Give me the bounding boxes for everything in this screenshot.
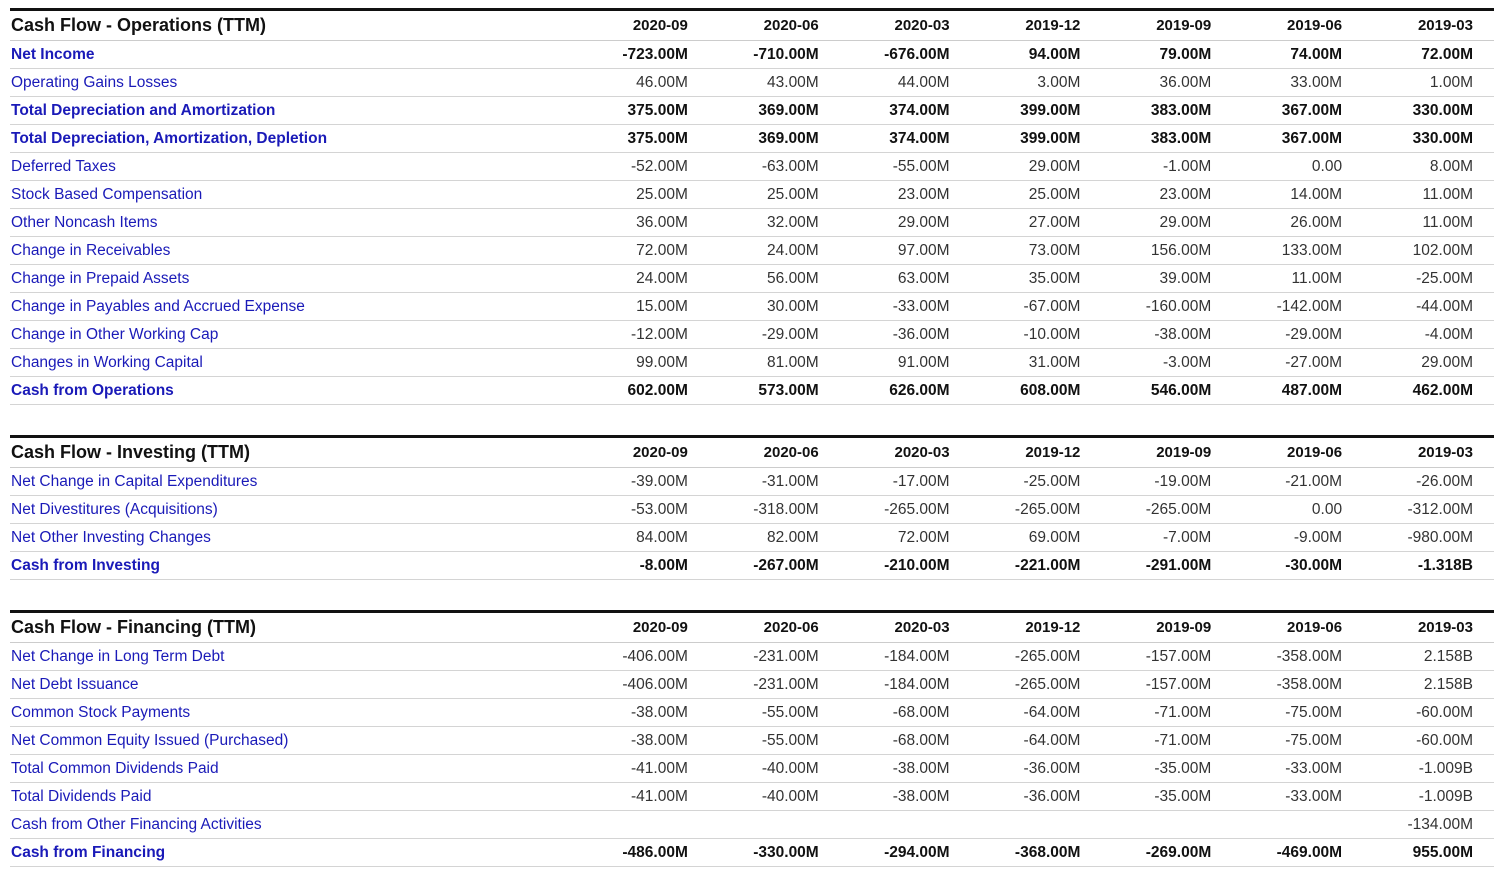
value-cell: -38.00M (631, 731, 688, 749)
period-header: 2019-09 (1156, 619, 1212, 636)
value-cell: -38.00M (631, 703, 688, 721)
value-cell: -358.00M (1276, 675, 1343, 693)
value-cell: -75.00M (1285, 703, 1343, 721)
value-cell: -142.00M (1276, 297, 1343, 315)
value-cell: 43.00M (767, 73, 819, 91)
row-label-link[interactable]: Total Depreciation and Amortization (11, 101, 276, 119)
value-cell: -1.318B (1417, 556, 1473, 574)
value-cell: -269.00M (1145, 843, 1212, 861)
value-cell: 39.00M (1159, 269, 1212, 287)
row-label-link[interactable]: Stock Based Compensation (11, 185, 203, 203)
value-cell: 63.00M (897, 269, 950, 287)
value-cell: 31.00M (1028, 353, 1081, 371)
value-cell: 156.00M (1150, 241, 1212, 259)
table-row (10, 552, 1494, 580)
row-label-link[interactable]: Total Dividends Paid (11, 787, 152, 805)
value-cell: -68.00M (892, 703, 950, 721)
value-cell: 23.00M (1159, 185, 1212, 203)
value-cell: -75.00M (1285, 731, 1343, 749)
value-cell: 11.00M (1422, 213, 1473, 231)
value-cell: -60.00M (1416, 703, 1473, 721)
value-cell: -25.00M (1023, 472, 1081, 490)
value-cell: -4.00M (1424, 325, 1473, 343)
row-label-link[interactable]: Net Common Equity Issued (Purchased) (11, 731, 289, 749)
row-label-link[interactable]: Net Debt Issuance (11, 675, 139, 693)
value-cell: 36.00M (636, 213, 688, 231)
period-header: 2020-03 (894, 17, 950, 34)
value-cell: -210.00M (884, 556, 950, 574)
value-cell: 1.00M (1429, 73, 1473, 91)
value-cell: 375.00M (627, 101, 688, 119)
row-label-link[interactable]: Net Other Investing Changes (11, 528, 211, 546)
value-cell: -318.00M (753, 500, 819, 518)
investing-table (10, 435, 1494, 580)
table-row (10, 524, 1494, 552)
table-row (10, 97, 1494, 125)
value-cell (709, 811, 840, 839)
value-cell: -291.00M (1145, 556, 1212, 574)
value-cell: 29.00M (897, 213, 950, 231)
value-cell: -26.00M (1416, 472, 1473, 490)
value-cell: 608.00M (1020, 381, 1081, 399)
value-cell: -265.00M (884, 500, 950, 518)
value-cell: -38.00M (1154, 325, 1212, 343)
value-cell: 26.00M (1290, 213, 1343, 231)
value-cell: -36.00M (892, 325, 950, 343)
row-label-link[interactable]: Operating Gains Losses (11, 73, 178, 91)
table-header-row (10, 10, 1494, 41)
value-cell: 487.00M (1281, 381, 1343, 399)
value-cell: 84.00M (636, 528, 688, 546)
table-row (10, 643, 1494, 671)
period-header: 2020-06 (763, 619, 819, 636)
value-cell: -39.00M (631, 472, 688, 490)
value-cell: -265.00M (1014, 500, 1081, 518)
value-cell: 32.00M (767, 213, 819, 231)
value-cell: -63.00M (761, 157, 819, 175)
value-cell: 30.00M (767, 297, 819, 315)
value-cell: 399.00M (1020, 101, 1081, 119)
value-cell: 0.00 (1311, 500, 1343, 518)
value-cell: -53.00M (631, 500, 688, 518)
row-label-link[interactable]: Net Divestitures (Acquisitions) (11, 500, 218, 518)
value-cell: 29.00M (1028, 157, 1081, 175)
value-cell: -19.00M (1154, 472, 1212, 490)
table-header-row (10, 437, 1494, 468)
value-cell: -21.00M (1285, 472, 1343, 490)
value-cell: -38.00M (892, 759, 950, 777)
value-cell: -184.00M (884, 675, 950, 693)
row-label-link[interactable]: Common Stock Payments (11, 703, 191, 721)
value-cell: -41.00M (631, 759, 688, 777)
value-cell: 72.00M (636, 241, 688, 259)
investing-section (10, 435, 1494, 580)
value-cell: -31.00M (761, 472, 819, 490)
value-cell: 367.00M (1281, 101, 1343, 119)
value-cell: -60.00M (1416, 731, 1473, 749)
table-row (10, 321, 1494, 349)
value-cell: 8.00M (1429, 157, 1473, 175)
value-cell: 11.00M (1422, 185, 1473, 203)
value-cell (578, 811, 709, 839)
value-cell: 375.00M (627, 129, 688, 147)
value-cell: 72.00M (897, 528, 950, 546)
value-cell: -44.00M (1416, 297, 1473, 315)
value-cell: -35.00M (1154, 759, 1212, 777)
value-cell: 367.00M (1281, 129, 1343, 147)
value-cell: -29.00M (1285, 325, 1343, 343)
value-cell: 72.00M (1421, 45, 1473, 63)
value-cell: -10.00M (1023, 325, 1081, 343)
value-cell: 3.00M (1037, 73, 1081, 91)
row-label-link[interactable]: Net Change in Long Term Debt (11, 647, 225, 665)
value-cell: -64.00M (1023, 731, 1081, 749)
value-cell: 27.00M (1028, 213, 1081, 231)
row-label-link[interactable]: Change in Other Working Cap (11, 325, 219, 343)
financing-section (10, 610, 1494, 867)
value-cell: 25.00M (1028, 185, 1081, 203)
value-cell: -35.00M (1154, 787, 1212, 805)
value-cell: -710.00M (753, 45, 819, 63)
value-cell: -67.00M (1023, 297, 1081, 315)
financing-table (10, 610, 1494, 867)
value-cell: -9.00M (1293, 528, 1343, 546)
value-cell: -330.00M (753, 843, 819, 861)
value-cell: 383.00M (1150, 101, 1212, 119)
value-cell: -3.00M (1163, 353, 1212, 371)
period-header: 2019-03 (1417, 619, 1473, 636)
row-label-link[interactable]: Other Noncash Items (11, 213, 158, 231)
value-cell: 369.00M (758, 129, 819, 147)
table-row (10, 755, 1494, 783)
value-cell: 81.00M (767, 353, 819, 371)
value-cell: 23.00M (897, 185, 950, 203)
value-cell (1101, 811, 1232, 839)
value-cell: -267.00M (753, 556, 819, 574)
period-header: 2020-06 (763, 17, 819, 34)
value-cell: 374.00M (889, 101, 950, 119)
value-cell: -41.00M (631, 787, 688, 805)
value-cell: 330.00M (1412, 101, 1473, 119)
row-label-link[interactable]: Change in Receivables (11, 241, 171, 259)
value-cell: -40.00M (761, 787, 819, 805)
row-label-link[interactable]: Net Change in Capital Expenditures (11, 472, 258, 490)
table-row (10, 349, 1494, 377)
row-label-link[interactable]: Change in Payables and Accrued Expense (11, 297, 305, 315)
value-cell: -406.00M (622, 647, 688, 665)
row-label-link[interactable]: Cash from Financing (11, 843, 166, 861)
table-row (10, 783, 1494, 811)
value-cell: -68.00M (892, 731, 950, 749)
value-cell: 69.00M (1028, 528, 1081, 546)
value-cell: -40.00M (761, 759, 819, 777)
table-row (10, 181, 1494, 209)
row-label-link[interactable]: Changes in Working Capital (11, 353, 203, 371)
value-cell: 2.158B (1423, 647, 1473, 665)
value-cell: -157.00M (1145, 647, 1212, 665)
row-label-link[interactable]: Cash from Operations (11, 381, 174, 399)
table-row (10, 41, 1494, 69)
table-row (10, 377, 1494, 405)
section-title: Cash Flow - Financing (TTM) (11, 617, 256, 637)
value-cell: -33.00M (892, 297, 950, 315)
row-label-link[interactable]: Cash from Other Financing Activities (11, 815, 262, 833)
value-cell: 626.00M (889, 381, 950, 399)
value-cell: 374.00M (889, 129, 950, 147)
value-cell: -27.00M (1285, 353, 1343, 371)
value-cell (840, 811, 971, 839)
row-label-link[interactable]: Cash from Investing (11, 556, 160, 574)
value-cell: -55.00M (892, 157, 950, 175)
value-cell: -33.00M (1285, 787, 1343, 805)
value-cell: 102.00M (1412, 241, 1473, 259)
table-row (10, 699, 1494, 727)
value-cell: 33.00M (1290, 73, 1343, 91)
value-cell (971, 811, 1102, 839)
value-cell: -231.00M (753, 675, 819, 693)
value-cell: 99.00M (636, 353, 688, 371)
value-cell: -980.00M (1407, 528, 1473, 546)
value-cell: -71.00M (1154, 731, 1212, 749)
value-cell: -12.00M (631, 325, 688, 343)
value-cell: -1.009B (1418, 787, 1473, 805)
value-cell: 74.00M (1290, 45, 1343, 63)
value-cell (1232, 811, 1363, 839)
value-cell: 955.00M (1412, 843, 1473, 861)
value-cell: -7.00M (1163, 528, 1212, 546)
value-cell: 36.00M (1159, 73, 1212, 91)
value-cell: 25.00M (636, 185, 688, 203)
period-header: 2019-06 (1287, 17, 1343, 34)
value-cell: -30.00M (1285, 556, 1343, 574)
value-cell: 73.00M (1028, 241, 1081, 259)
value-cell: -184.00M (884, 647, 950, 665)
value-cell: 369.00M (758, 101, 819, 119)
value-cell: 602.00M (627, 381, 688, 399)
value-cell: -36.00M (1023, 759, 1081, 777)
value-cell: 29.00M (1159, 213, 1212, 231)
period-header: 2019-09 (1156, 444, 1212, 461)
table-row (10, 293, 1494, 321)
value-cell: -265.00M (1145, 500, 1212, 518)
table-row (10, 468, 1494, 496)
table-row (10, 209, 1494, 237)
period-header: 2020-06 (763, 444, 819, 461)
value-cell: -265.00M (1014, 675, 1081, 693)
value-cell: -160.00M (1145, 297, 1212, 315)
table-row (10, 153, 1494, 181)
value-cell: -64.00M (1023, 703, 1081, 721)
table-header-row (10, 612, 1494, 643)
value-cell: -71.00M (1154, 703, 1212, 721)
value-cell: -676.00M (884, 45, 950, 63)
value-cell: 11.00M (1291, 269, 1343, 287)
value-cell: 46.00M (636, 73, 688, 91)
table-row (10, 125, 1494, 153)
value-cell: 573.00M (758, 381, 819, 399)
value-cell: -38.00M (892, 787, 950, 805)
row-label-link[interactable]: Deferred Taxes (11, 157, 116, 175)
row-label-link[interactable]: Change in Prepaid Assets (11, 269, 190, 287)
period-header: 2019-12 (1025, 444, 1081, 461)
section-title: Cash Flow - Operations (TTM) (11, 15, 266, 35)
value-cell: 97.00M (897, 241, 950, 259)
value-cell: -1.00M (1163, 157, 1212, 175)
value-cell: -265.00M (1014, 647, 1081, 665)
operations-table (10, 8, 1494, 405)
value-cell: 14.00M (1290, 185, 1343, 203)
row-label-link[interactable]: Net Income (11, 45, 95, 63)
operations-section (10, 8, 1494, 405)
value-cell: -36.00M (1023, 787, 1081, 805)
table-row (10, 839, 1494, 867)
period-header: 2019-12 (1025, 17, 1081, 34)
period-header: 2020-03 (894, 444, 950, 461)
table-row (10, 265, 1494, 293)
period-header: 2019-03 (1417, 444, 1473, 461)
value-cell: 29.00M (1421, 353, 1473, 371)
value-cell: -55.00M (761, 703, 819, 721)
table-row (10, 811, 1494, 839)
value-cell: 462.00M (1412, 381, 1473, 399)
value-cell: -17.00M (892, 472, 950, 490)
value-cell: -1.009B (1418, 759, 1473, 777)
value-cell: -221.00M (1014, 556, 1081, 574)
value-cell: -29.00M (761, 325, 819, 343)
value-cell: -231.00M (753, 647, 819, 665)
value-cell: -134.00M (1407, 815, 1473, 833)
table-row (10, 237, 1494, 265)
period-header: 2020-03 (894, 619, 950, 636)
value-cell: -55.00M (761, 731, 819, 749)
value-cell: -486.00M (622, 843, 688, 861)
period-header: 2019-06 (1287, 444, 1343, 461)
value-cell: 24.00M (636, 269, 688, 287)
value-cell: 546.00M (1150, 381, 1212, 399)
value-cell: 91.00M (897, 353, 950, 371)
value-cell: 133.00M (1281, 241, 1343, 259)
row-label-link[interactable]: Total Common Dividends Paid (11, 759, 219, 777)
section-title: Cash Flow - Investing (TTM) (11, 442, 250, 462)
value-cell: -723.00M (622, 45, 688, 63)
period-header: 2020-09 (632, 17, 688, 34)
table-row (10, 496, 1494, 524)
value-cell: 56.00M (767, 269, 819, 287)
period-header: 2019-03 (1417, 17, 1473, 34)
value-cell: -406.00M (622, 675, 688, 693)
period-header: 2019-09 (1156, 17, 1212, 34)
period-header: 2019-12 (1025, 619, 1081, 636)
value-cell: 383.00M (1150, 129, 1212, 147)
table-row (10, 69, 1494, 97)
value-cell: -52.00M (631, 157, 688, 175)
value-cell: -25.00M (1416, 269, 1473, 287)
value-cell: 330.00M (1412, 129, 1473, 147)
value-cell: 15.00M (636, 297, 688, 315)
value-cell: -358.00M (1276, 647, 1343, 665)
value-cell: -157.00M (1145, 675, 1212, 693)
period-header: 2020-09 (632, 444, 688, 461)
table-row (10, 727, 1494, 755)
value-cell: 2.158B (1423, 675, 1473, 693)
value-cell: 79.00M (1159, 45, 1212, 63)
row-label-link[interactable]: Total Depreciation, Amortization, Depletion (11, 129, 328, 147)
value-cell: -294.00M (884, 843, 950, 861)
value-cell: 82.00M (767, 528, 819, 546)
value-cell: -33.00M (1285, 759, 1343, 777)
value-cell: 399.00M (1020, 129, 1081, 147)
value-cell: 44.00M (897, 73, 950, 91)
table-row (10, 671, 1494, 699)
value-cell: 35.00M (1028, 269, 1081, 287)
value-cell: -368.00M (1014, 843, 1081, 861)
value-cell: -8.00M (639, 556, 688, 574)
value-cell: 25.00M (767, 185, 819, 203)
value-cell: -312.00M (1407, 500, 1473, 518)
value-cell: 0.00 (1311, 157, 1343, 175)
value-cell: 94.00M (1028, 45, 1081, 63)
period-header: 2019-06 (1287, 619, 1343, 636)
value-cell: -469.00M (1276, 843, 1343, 861)
period-header: 2020-09 (632, 619, 688, 636)
value-cell: 24.00M (767, 241, 819, 259)
